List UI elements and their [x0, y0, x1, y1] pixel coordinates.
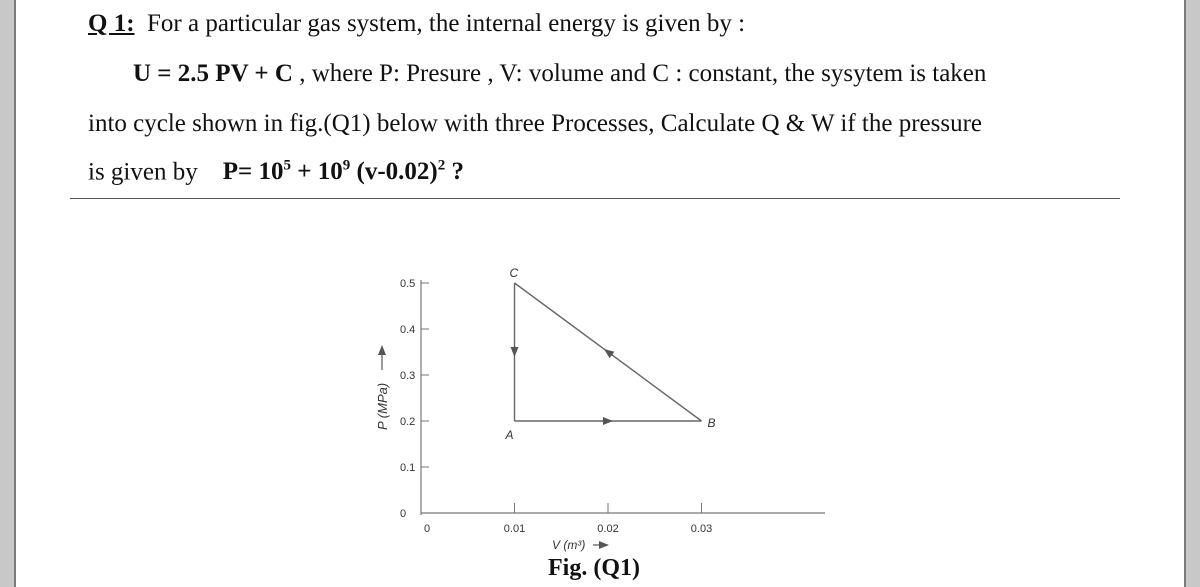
question-line-2: [133, 60, 986, 88]
process-arrow-B-C: [605, 350, 613, 356]
x-tick-label: 0.01: [503, 523, 526, 535]
point-label-C: C: [509, 266, 519, 280]
y-tick-label: 0.2: [400, 416, 416, 428]
x-axis-label: V (m³): [552, 538, 586, 552]
point-label-A: A: [505, 428, 514, 442]
y-tick-label: 0.5: [400, 278, 416, 290]
question-number: Q 1:: [88, 10, 135, 37]
energy-formula: U = 2.5 PV + C: [133, 60, 293, 87]
y-tick-label: 0: [400, 508, 407, 520]
x-tick-label: 0.02: [597, 523, 619, 535]
pv-diagram: [0, 200, 1200, 587]
y-axis-label: P (MPa): [375, 382, 390, 430]
question-text-1: For a particular gas system, the internal energy is given by :: [147, 10, 746, 37]
question-text-3: into cycle shown in fig.(Q1) below with three Processes, Calculate Q & W if the pressure: [88, 110, 982, 137]
question-line-4: [88, 158, 464, 186]
question-box: [70, 0, 1120, 199]
pressure-formula: $P= 10^5 + 10^9$ $(v-0.02)^2$ ?: [222, 158, 464, 186]
y-tick-label: 0.3: [400, 370, 416, 382]
x-tick-label: 0: [423, 523, 431, 535]
figure-caption: Fig. (Q1): [548, 555, 640, 581]
question-text-2: , where P: Presure , V: volume and C : constant, the sysytem is taken: [292, 60, 987, 87]
point-label-B: B: [707, 416, 716, 430]
x-tick-label: 0.03: [690, 523, 713, 535]
question-line-3: [88, 110, 982, 138]
question-line-1: [88, 10, 745, 38]
y-tick-label: 0.4: [400, 324, 416, 336]
y-tick-label: 0.1: [400, 462, 416, 474]
question-text-4: is given by: [88, 158, 198, 186]
